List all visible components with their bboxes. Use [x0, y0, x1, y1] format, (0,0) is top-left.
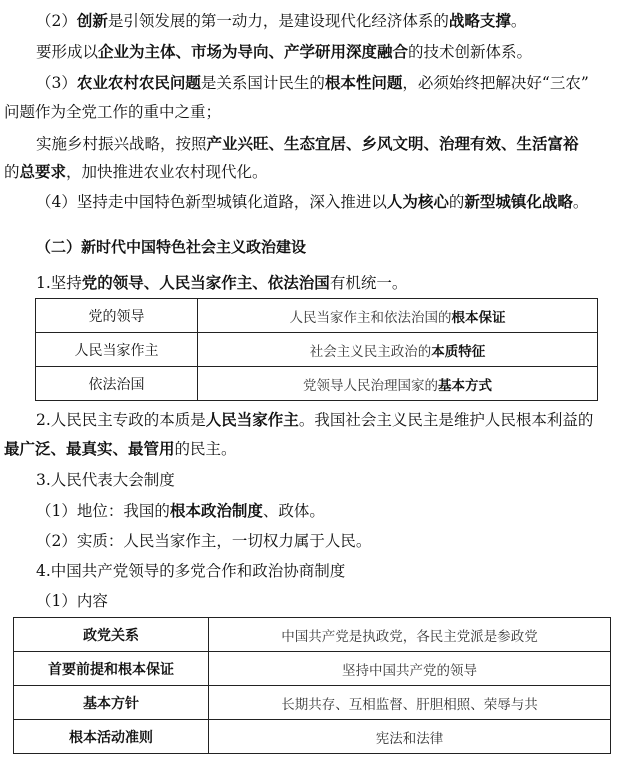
text: （3） [36, 74, 77, 92]
text: 2.人民民主专政的本质是 [36, 411, 206, 429]
table-key: 根本活动准则 [14, 720, 209, 754]
text: 有机统一。 [329, 274, 408, 292]
text: 。 [572, 193, 589, 211]
text: 要形成以 [36, 43, 99, 61]
table-value: 社会主义民主政治的本质特征 [198, 333, 598, 367]
table-value: 党领导人民治理国家的基本方式 [198, 367, 598, 401]
table-key: 基本方针 [14, 686, 209, 720]
text: ，必须始终把解决好“三农” [402, 74, 589, 92]
para-innovation [36, 10, 526, 32]
table-row [14, 618, 611, 652]
text: 的技术创新体系。 [408, 43, 533, 61]
bold-text: 新型城镇化战略 [464, 192, 573, 211]
point-3-2: （2）实质：人民当家作主，一切权力属于人民。 [36, 532, 372, 550]
table-key: 依法治国 [36, 367, 198, 401]
text: 、政体。 [262, 502, 325, 520]
bold-text: 人民当家作主 [205, 410, 299, 429]
para-urbanization [36, 191, 588, 213]
text: 的民主。 [174, 440, 237, 458]
section-heading: （二）新时代中国特色社会主义政治建设 [36, 238, 307, 256]
text: ，加快推进农业农村现代化。 [66, 163, 268, 181]
table-key: 党的领导 [36, 299, 198, 333]
text: 的 [4, 163, 20, 181]
para-agriculture [36, 72, 589, 94]
table-value: 宪法和法律 [209, 720, 611, 754]
point-3: 3.人民代表大会制度 [36, 471, 175, 489]
table-row [36, 367, 598, 401]
bold-text: 战略支撑 [448, 11, 511, 30]
table-row [14, 652, 611, 686]
bold-text: 根本政治制度 [169, 501, 263, 520]
text: 。 [510, 12, 527, 30]
bold-text: 最广泛、最真实、最管用 [4, 439, 175, 458]
table-value: 人民当家作主和依法治国的根本保证 [198, 299, 598, 333]
bold-text: 企业为主体、市场为导向、产学研用深度融合 [98, 42, 409, 61]
bold-text: 创新 [76, 11, 108, 30]
text: （4）坚持走中国特色新型城镇化道路，深入推进以 [36, 193, 387, 211]
table-row [36, 299, 598, 333]
para-agriculture-cont: 问题作为全党工作的重中之重； [4, 103, 222, 121]
table-value: 坚持中国共产党的领导 [209, 652, 611, 686]
table-key: 政党关系 [14, 618, 209, 652]
para-rural-revitalization-cont [4, 161, 268, 183]
text: （2） [36, 12, 77, 30]
text: 是引领发展的第一动力，是建设现代化经济体系的 [107, 12, 449, 30]
text: 。我国社会主义民主是维护人民根本利益的 [298, 411, 594, 429]
table-political-principles [35, 298, 598, 401]
bold-text: 总要求 [19, 162, 67, 181]
point-3-1 [36, 500, 325, 522]
table-row [14, 686, 611, 720]
table-value: 长期共存、互相监督、肝胆相照、荣辱与共 [209, 686, 611, 720]
point-2-cont [4, 438, 237, 460]
point-4: 4.中国共产党领导的多党合作和政治协商制度 [36, 562, 346, 580]
para-innovation-system [36, 41, 532, 63]
bold-text: 农业农村农民问题 [76, 73, 201, 92]
table-party-system [13, 617, 611, 754]
point-4-1: （1）内容 [36, 592, 108, 610]
bold-text: 产业兴旺、生态宜居、乡风文明、治理有效、生活富裕 [206, 134, 579, 153]
table-key: 首要前提和根本保证 [14, 652, 209, 686]
point-2 [36, 409, 593, 431]
table-value: 中国共产党是执政党，各民主党派是参政党 [209, 618, 611, 652]
text: 1.坚持 [36, 274, 82, 292]
table-key: 人民当家作主 [36, 333, 198, 367]
text: 的 [448, 193, 465, 211]
text: 实施乡村振兴战略，按照 [36, 135, 207, 153]
bold-text: 人为核心 [386, 192, 449, 211]
point-1 [36, 272, 407, 294]
para-rural-revitalization [36, 133, 579, 155]
table-row [14, 720, 611, 754]
text: （1）地位：我国的 [36, 502, 170, 520]
text: 是关系国计民生的 [200, 74, 325, 92]
table-row [36, 333, 598, 367]
bold-text: 根本性问题 [324, 73, 403, 92]
bold-text: 党的领导、人民当家作主、依法治国 [81, 273, 330, 292]
